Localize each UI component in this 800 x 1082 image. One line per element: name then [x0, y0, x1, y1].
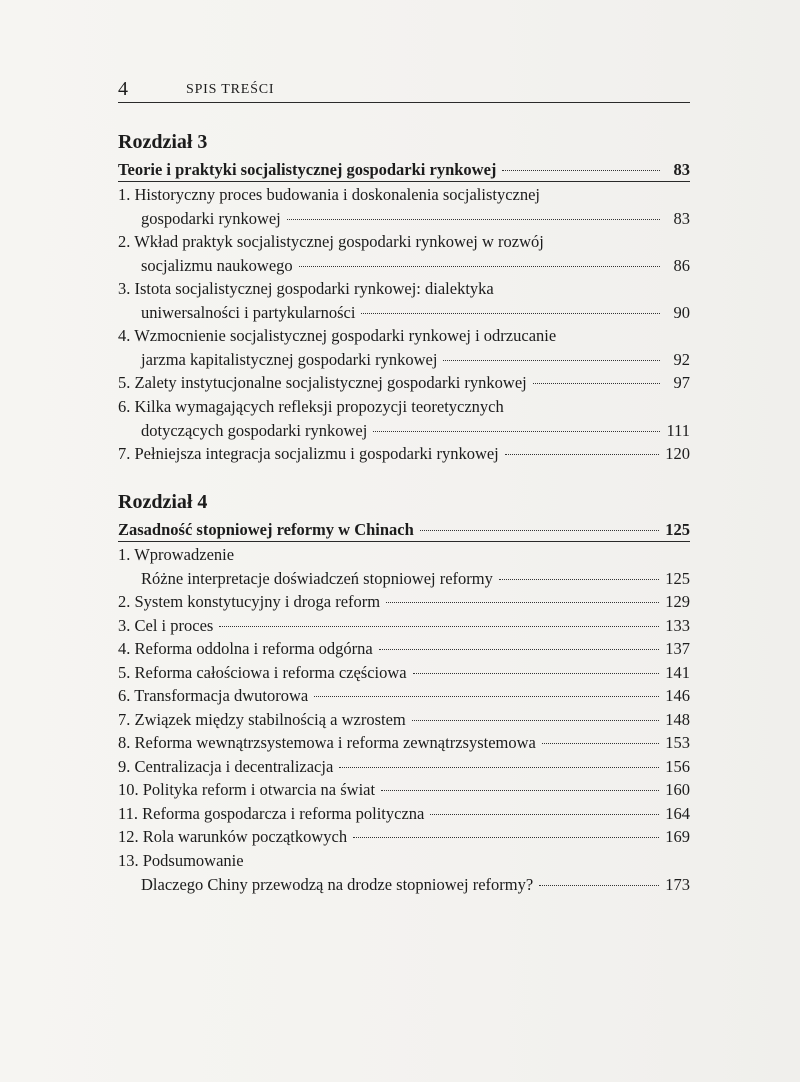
dot-leader: [381, 790, 659, 791]
page-ref: 111: [666, 420, 690, 440]
toc-entry[interactable]: [118, 802, 690, 826]
entry-title: 2. Wkład praktyk socjalistycznej gospodarki rynkowej w rozwój: [118, 232, 544, 251]
page-ref: 141: [665, 663, 690, 682]
dot-leader: [420, 530, 659, 531]
dot-leader: [539, 885, 659, 886]
entry-title: 2. System konstytucyjny i droga reform: [118, 592, 381, 611]
toc-entry[interactable]: [118, 684, 690, 708]
page-ref: 148: [665, 710, 690, 729]
toc-entry[interactable]: [118, 825, 690, 849]
toc-entry[interactable]: [118, 637, 690, 661]
dot-leader: [505, 454, 659, 455]
entry-title: 6. Transformacja dwutorowa: [118, 686, 309, 705]
dot-leader: [379, 649, 659, 650]
entry-title: 5. Zalety instytucjonalne socjalistycznej gospodarki rynkowej: [118, 373, 527, 392]
page-ref: 133: [665, 616, 690, 635]
entry-title-cont: dotyczących gospodarki rynkowej: [141, 420, 368, 440]
toc-entry[interactable]: [118, 778, 690, 802]
toc-entry[interactable]: [118, 371, 690, 395]
entry-title-cont: socjalizmu naukowego: [141, 255, 293, 275]
dot-leader: [412, 720, 660, 721]
entry-title: 6. Kilka wymagających refleksji propozycji teoretycznych: [118, 397, 504, 416]
dot-leader: [413, 673, 660, 674]
page-ref: 164: [665, 804, 690, 823]
dot-leader: [339, 767, 659, 768]
chapter-title: Teorie i praktyki socjalistycznej gospodarki rynkowej: [118, 160, 497, 179]
page-ref: 169: [665, 827, 690, 846]
page-ref: 97: [673, 373, 690, 392]
entry-title: 3. Istota socjalistycznej gospodarki rynkowej: dialektyka: [118, 279, 494, 298]
dot-leader: [361, 313, 660, 314]
entry-title: 13. Podsumowanie: [118, 851, 244, 870]
dot-leader: [373, 431, 660, 432]
toc-entry[interactable]: [118, 731, 690, 755]
page-ref: 120: [665, 444, 690, 463]
toc-entry[interactable]: [118, 324, 690, 371]
chapter-title-underline: [118, 541, 690, 542]
page-ref: 125: [665, 520, 690, 539]
page-ref: 92: [673, 349, 690, 369]
toc-entry[interactable]: [118, 590, 690, 614]
page-ref: 156: [665, 757, 690, 776]
chapter-4-heading: Rozdział 4: [118, 491, 208, 513]
toc-entry[interactable]: [118, 442, 690, 466]
page-ref: 83: [673, 160, 690, 179]
dot-leader: [353, 837, 659, 838]
chapter-title: Zasadność stopniowej reformy w Chinach: [118, 520, 414, 539]
toc-entry[interactable]: [118, 614, 690, 638]
toc-entry[interactable]: [118, 543, 690, 590]
page-ref: 86: [673, 255, 690, 275]
page-ref: 160: [665, 780, 690, 799]
toc-entry[interactable]: [118, 230, 690, 277]
chapter-4-title-entry[interactable]: [118, 518, 690, 542]
entry-title: 4. Reforma oddolna i reforma odgórna: [118, 639, 373, 658]
page-ref: 129: [665, 592, 690, 611]
dot-leader: [443, 360, 660, 361]
page-ref: 125: [665, 568, 690, 588]
entry-title-cont: gospodarki rynkowej: [141, 208, 281, 228]
dot-leader: [314, 696, 659, 697]
toc-entry[interactable]: [118, 395, 690, 442]
page-ref: 90: [673, 302, 690, 322]
entry-title: 5. Reforma całościowa i reforma częściowa: [118, 663, 407, 682]
entry-title: 10. Polityka reform i otwarcia na świat: [118, 780, 376, 799]
chapter-title-underline: [118, 181, 690, 182]
entry-title: 1. Wprowadzenie: [118, 545, 235, 564]
entry-title: 4. Wzmocnienie socjalistycznej gospodarki rynkowej i odrzucanie: [118, 326, 557, 345]
toc-entry[interactable]: [118, 661, 690, 685]
toc-entry[interactable]: [118, 708, 690, 732]
entry-title: 12. Rola warunków początkowych: [118, 827, 348, 846]
dot-leader: [502, 170, 660, 171]
entry-title: 7. Pełniejsza integracja socjalizmu i gospodarki rynkowej: [118, 444, 499, 463]
dot-leader: [386, 602, 659, 603]
entry-title-cont: uniwersalności i partykularności: [141, 302, 356, 322]
toc-entry[interactable]: [118, 755, 690, 779]
dot-leader: [430, 814, 659, 815]
page-ref: 146: [665, 686, 690, 705]
toc-entry[interactable]: [118, 277, 690, 324]
entry-title-cont: Różne interpretacje doświadczeń stopniowej reformy: [141, 568, 493, 588]
page-ref: 173: [665, 874, 690, 894]
entry-title: 9. Centralizacja i decentralizacja: [118, 757, 334, 776]
page-ref: 137: [665, 639, 690, 658]
page-number: 4: [118, 78, 128, 100]
toc-entry[interactable]: [118, 183, 690, 230]
dot-leader: [299, 266, 660, 267]
running-head-title: SPIS TREŚCI: [186, 82, 275, 97]
entry-title: 3. Cel i proces: [118, 616, 214, 635]
entry-title: 8. Reforma wewnątrzsystemowa i reforma zewnątrzsystemowa: [118, 733, 536, 752]
page-ref: 83: [673, 208, 690, 228]
dot-leader: [219, 626, 659, 627]
running-head: [118, 78, 690, 103]
chapter-3-title-entry[interactable]: [118, 158, 690, 182]
dot-leader: [287, 219, 660, 220]
entry-title: 1. Historyczny proces budowania i doskonalenia socjalistycznej: [118, 185, 541, 204]
dot-leader: [542, 743, 659, 744]
chapter-3-heading: Rozdział 3: [118, 131, 208, 153]
dot-leader: [533, 383, 660, 384]
page-ref: 153: [665, 733, 690, 752]
dot-leader: [499, 579, 659, 580]
entry-title-cont: jarzma kapitalistycznej gospodarki rynkowej: [141, 349, 438, 369]
toc-entry[interactable]: [118, 849, 690, 896]
entry-title-cont: Dlaczego Chiny przewodzą na drodze stopniowej reformy?: [141, 874, 534, 894]
entry-title: 7. Związek między stabilnością a wzrostem: [118, 710, 406, 729]
entry-title: 11. Reforma gospodarcza i reforma polityczna: [118, 804, 425, 823]
